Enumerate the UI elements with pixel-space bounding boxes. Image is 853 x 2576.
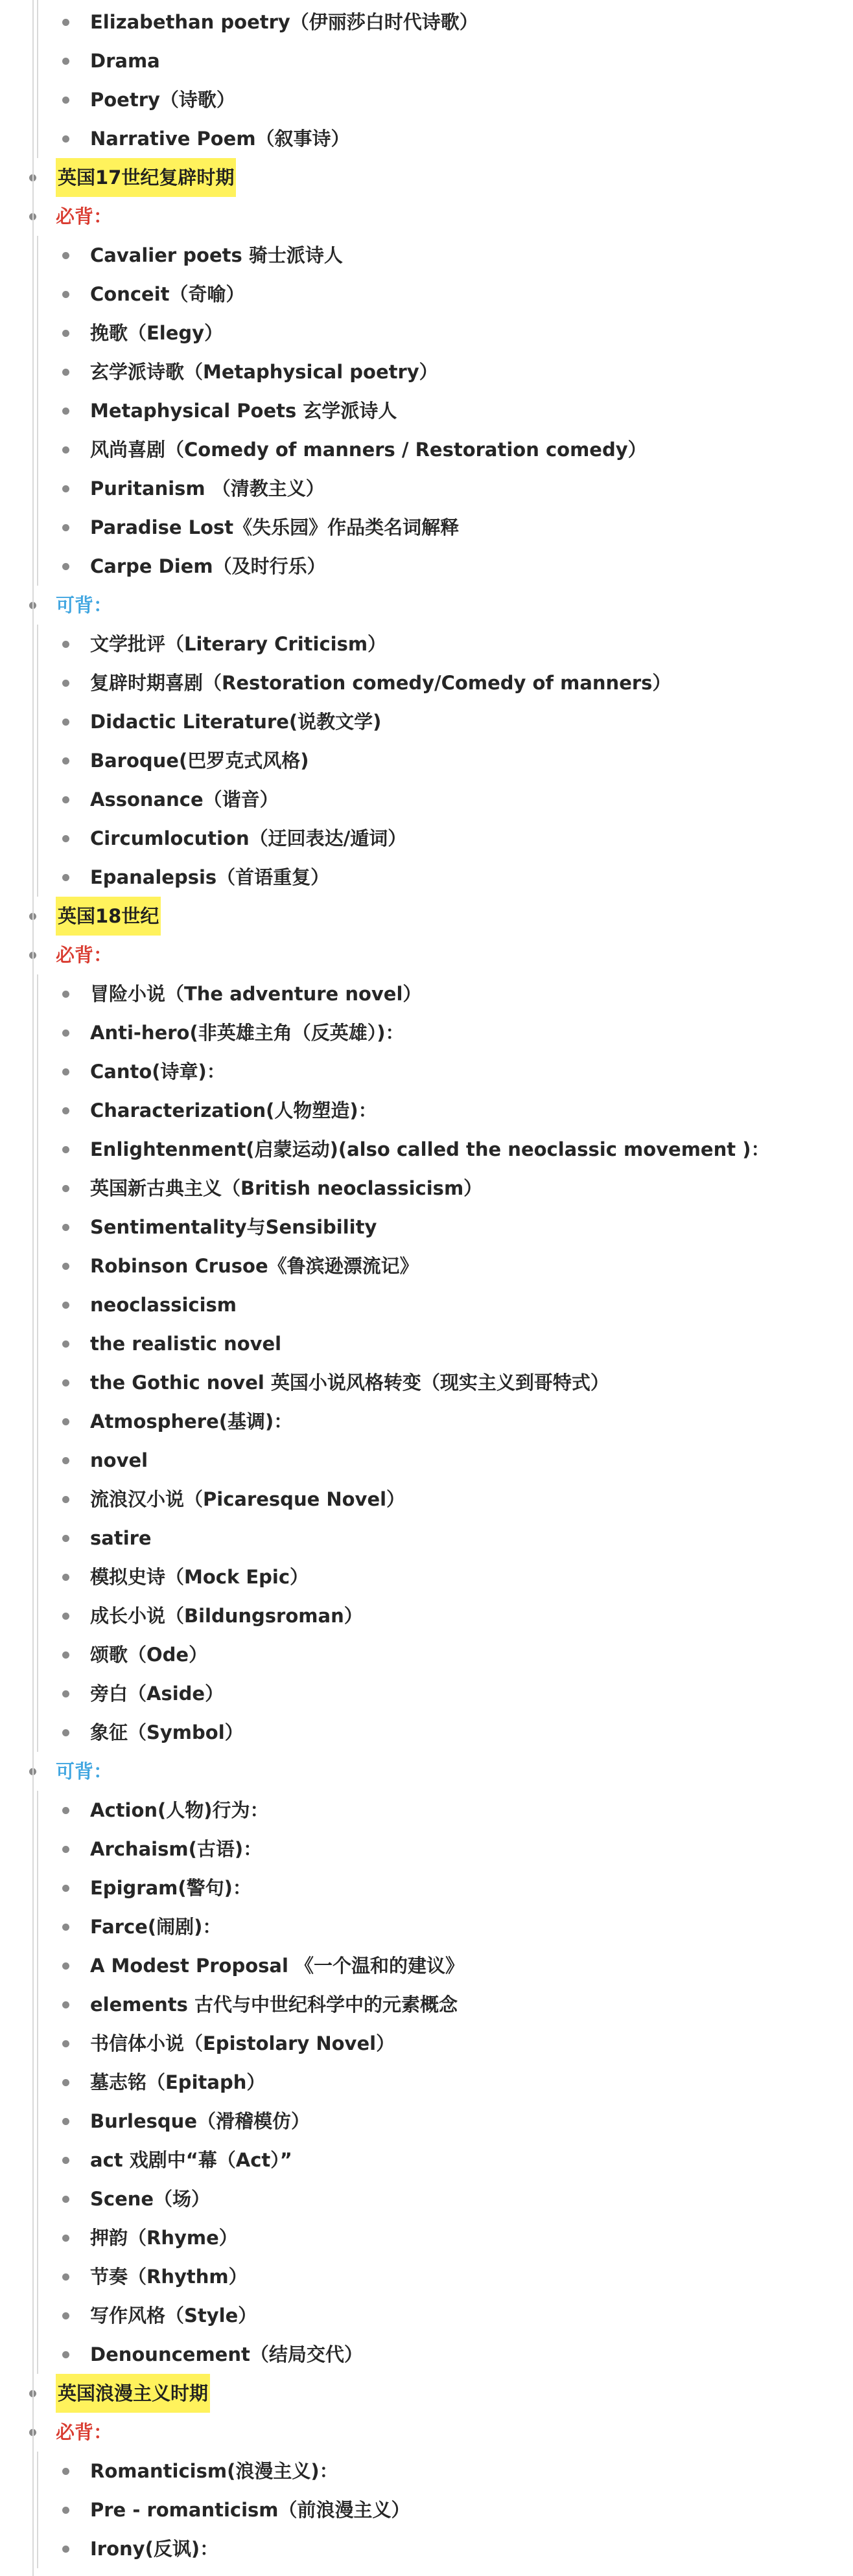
outline-bullet-item <box>0 469 853 508</box>
outline-bullet-item <box>0 1674 853 1713</box>
must-memorize-label <box>0 2413 853 2452</box>
optional-memorize-label <box>0 1752 853 1791</box>
term-text: Puritanism （清教主义） <box>90 477 325 500</box>
term-text: Narrative Poem（叙事诗） <box>90 128 350 150</box>
outline-bullet-item <box>0 2452 853 2490</box>
term-text: 流浪汉小说（Picaresque Novel） <box>90 1488 406 1510</box>
term-text: the realistic novel <box>90 1333 282 1355</box>
outline-bullet-item <box>0 3 853 41</box>
outline-bullet-item <box>0 2102 853 2141</box>
bullet-dot-icon[interactable] <box>62 1418 69 1425</box>
term-text: 成长小说（Bildungsroman） <box>90 1605 363 1627</box>
term-text: A Modest Proposal 《一个温和的建议》 <box>90 1955 464 1977</box>
outline-bullet-item <box>0 1285 853 1324</box>
outline-bullet-item <box>0 2024 853 2063</box>
term-text: Pre - romanticism（前浪漫主义） <box>90 2499 410 2521</box>
section-label-text: 英国17世纪复辟时期 <box>56 158 236 197</box>
term-text: Baroque(巴罗克式风格) <box>90 750 309 772</box>
section-label-text: 必背： <box>56 944 113 966</box>
term-text: Anti-hero(非英雄主角（反英雄）)： <box>90 1022 404 1044</box>
bullet-dot-icon[interactable] <box>62 446 69 454</box>
outline-bullet-item <box>0 1247 853 1285</box>
bullet-dot-icon[interactable] <box>62 1613 69 1620</box>
term-text: Denouncement（结局交代） <box>90 2343 363 2365</box>
bullet-dot-icon[interactable] <box>62 1535 69 1542</box>
term-text: 风尚喜剧（Comedy of manners / Restoration comedy） <box>90 439 647 461</box>
section-label-text: 可背： <box>56 1760 113 1782</box>
bullet-dot-icon[interactable] <box>62 2118 69 2125</box>
term-text: Metaphysical Poets 玄学派诗人 <box>90 400 397 422</box>
term-text: 挽歌（Elegy） <box>90 322 224 344</box>
outline-bullet-item <box>0 974 853 1013</box>
outline-bullet-item <box>0 1635 853 1674</box>
bullet-dot-icon[interactable] <box>62 2507 69 2514</box>
bullet-dot-icon[interactable] <box>62 1263 69 1270</box>
term-text: Action(人物)行为： <box>90 1799 269 1821</box>
outline-bullet-item <box>0 80 853 119</box>
bullet-dot-icon[interactable] <box>62 408 69 415</box>
bullet-dot-icon[interactable] <box>62 524 69 531</box>
term-text: 旁白（Aside） <box>90 1683 224 1705</box>
term-text: Epanalepsis（首语重复） <box>90 866 330 888</box>
term-text: Archaism(古语)： <box>90 1838 263 1860</box>
outline-guide-line <box>32 0 34 2576</box>
term-text: Drama <box>90 50 160 72</box>
outline-bullet-item <box>0 1596 853 1635</box>
term-text: Assonance（谐音） <box>90 788 279 811</box>
term-text: 玄学派诗歌（Metaphysical poetry） <box>90 361 438 383</box>
bullet-dot-icon[interactable] <box>62 2196 69 2203</box>
outline-bullet-item <box>0 625 853 663</box>
outline-bullet-item <box>0 702 853 741</box>
term-text: Elizabethan poetry（伊丽莎白时代诗歌） <box>90 11 478 33</box>
term-text: Cavalier poets 骑士派诗人 <box>90 244 343 266</box>
bullet-dot-icon[interactable] <box>62 680 69 687</box>
bullet-dot-icon[interactable] <box>62 2273 69 2281</box>
outline-bullet-item <box>0 1052 853 1091</box>
bullet-dot-icon[interactable] <box>62 1846 69 1853</box>
bullet-dot-icon[interactable] <box>62 719 69 726</box>
term-text: 书信体小说（Epistolary Novel） <box>90 2032 395 2054</box>
term-text: Irony(反讽)： <box>90 2538 219 2560</box>
outline-bullet-item <box>0 2179 853 2218</box>
bullet-dot-icon[interactable] <box>62 1302 69 1309</box>
bullet-dot-icon[interactable] <box>62 2351 69 2358</box>
outline-bullet-item <box>0 2529 853 2568</box>
nested-guide-line <box>37 625 38 897</box>
outline-bullet-item <box>0 1985 853 2024</box>
term-text: Poetry（诗歌） <box>90 89 235 111</box>
term-text: 冒险小说（The adventure novel） <box>90 983 422 1005</box>
outline-bullet-item <box>0 1324 853 1363</box>
nested-guide-line <box>37 236 38 586</box>
outline-bullet-item <box>0 1558 853 1596</box>
term-text: Farce(闹剧)： <box>90 1916 222 1938</box>
bullet-dot-icon[interactable] <box>62 2235 69 2242</box>
bullet-dot-icon[interactable] <box>62 991 69 998</box>
outline-bullet-item <box>0 2257 853 2296</box>
bullet-dot-icon[interactable] <box>62 1690 69 1697</box>
bullet-dot-icon[interactable] <box>62 2312 69 2319</box>
term-text: 英国新古典主义（British neoclassicism） <box>90 1177 483 1199</box>
outline-bullet-item <box>0 1091 853 1130</box>
outline-bullet-item <box>0 2141 853 2179</box>
outline-bullet-item <box>0 1791 853 1830</box>
outline-bullet-item <box>0 1907 853 1946</box>
bullet-dot-icon[interactable] <box>62 563 69 570</box>
outline-bullet-item <box>0 2490 853 2529</box>
bullet-dot-icon[interactable] <box>62 1457 69 1464</box>
outline-bullet-item <box>0 1519 853 1558</box>
bullet-dot-icon[interactable] <box>62 291 69 298</box>
outline-bullet-item <box>0 119 853 158</box>
bullet-dot-icon[interactable] <box>62 1885 69 1892</box>
bullet-dot-icon[interactable] <box>62 58 69 65</box>
bullet-dot-icon[interactable] <box>62 796 69 803</box>
outline-bullet-item <box>0 1830 853 1869</box>
bullet-dot-icon[interactable] <box>62 2040 69 2047</box>
bullet-dot-icon[interactable] <box>62 1029 69 1037</box>
outline-bullet-item <box>0 1169 853 1208</box>
bullet-dot-icon[interactable] <box>62 1574 69 1581</box>
bullet-dot-icon[interactable] <box>62 1807 69 1814</box>
term-text: Sentimentality与Sensibility <box>90 1216 377 1238</box>
bullet-dot-icon[interactable] <box>62 1651 69 1659</box>
bullet-dot-icon[interactable] <box>62 97 69 104</box>
term-text: 文学批评（Literary Criticism） <box>90 633 387 655</box>
outline-bullet-item <box>0 858 853 897</box>
term-text: Carpe Diem（及时行乐） <box>90 555 326 577</box>
term-text: Atmosphere(基调)： <box>90 1410 293 1432</box>
section-label-text: 英国浪漫主义时期 <box>56 2374 210 2413</box>
term-text: 颂歌（Ode） <box>90 1644 208 1666</box>
bullet-dot-icon[interactable] <box>62 757 69 765</box>
outline-bullet-item <box>0 819 853 858</box>
outline-bullet-item <box>0 1480 853 1519</box>
bullet-dot-icon[interactable] <box>62 835 69 842</box>
outline-bullet-item <box>0 352 853 391</box>
term-text: Paradise Lost《失乐园》作品类名词解释 <box>90 516 460 538</box>
bullet-dot-icon[interactable] <box>62 1962 69 1970</box>
term-text: Characterization(人物塑造)： <box>90 1099 377 1121</box>
term-text: satire <box>90 1527 152 1549</box>
outline-bullet-item <box>0 2218 853 2257</box>
term-text: 墓志铭（Epitaph） <box>90 2071 266 2093</box>
bullet-dot-icon[interactable] <box>62 2468 69 2475</box>
bullet-dot-icon[interactable] <box>62 330 69 337</box>
nested-guide-line <box>37 974 38 1752</box>
section-label-text: 可背： <box>56 594 113 616</box>
bullet-dot-icon[interactable] <box>62 369 69 376</box>
bullet-dot-icon[interactable] <box>62 1068 69 1075</box>
term-text: neoclassicism <box>90 1294 237 1316</box>
bullet-dot-icon[interactable] <box>62 2079 69 2086</box>
nested-guide-line <box>37 2452 38 2568</box>
bullet-dot-icon[interactable] <box>62 1340 69 1348</box>
bullet-dot-icon[interactable] <box>62 2001 69 2008</box>
outline-bullet-item <box>0 41 853 80</box>
bullet-dot-icon[interactable] <box>62 1224 69 1231</box>
section-heading <box>0 2374 853 2413</box>
bullet-dot-icon[interactable] <box>62 874 69 881</box>
optional-memorize-label <box>0 586 853 625</box>
section-label-text: 英国18世纪 <box>56 897 161 936</box>
term-text: novel <box>90 1449 148 1471</box>
bullet-dot-icon[interactable] <box>62 2157 69 2164</box>
outline-bullet-item <box>0 430 853 469</box>
nested-guide-line <box>37 1791 38 2374</box>
section-label-text: 必背： <box>56 2421 113 2443</box>
outline-bullet-item <box>0 1363 853 1402</box>
bullet-dot-icon[interactable] <box>62 19 69 26</box>
term-text: elements 古代与中世纪科学中的元素概念 <box>90 1994 458 2016</box>
section-label-text: 必背： <box>56 205 113 227</box>
term-text: Canto(诗章)： <box>90 1061 226 1083</box>
term-text: Robinson Crusoe《鲁滨逊漂流记》 <box>90 1255 419 1277</box>
bullet-dot-icon[interactable] <box>62 485 69 492</box>
term-text: Conceit（奇喻） <box>90 283 245 305</box>
section-heading <box>0 897 853 936</box>
outline-bullet-item <box>0 1013 853 1052</box>
term-text: 押韵（Rhyme） <box>90 2227 238 2249</box>
bullet-dot-icon[interactable] <box>62 1924 69 1931</box>
must-memorize-label <box>0 936 853 974</box>
outline-bullet-item <box>0 2296 853 2335</box>
bullet-dot-icon[interactable] <box>62 1379 69 1386</box>
term-text: Didactic Literature(说教文学) <box>90 711 382 733</box>
bullet-dot-icon[interactable] <box>62 1185 69 1192</box>
term-text: 节奏（Rhythm） <box>90 2266 248 2288</box>
term-text: act 戏剧中“幕（Act）” <box>90 2149 292 2171</box>
bullet-dot-icon[interactable] <box>62 1107 69 1114</box>
outline-bullet-item <box>0 780 853 819</box>
outline-bullet-item <box>0 275 853 314</box>
outline-bullet-item <box>0 663 853 702</box>
term-text: the Gothic novel 英国小说风格转变（现实主义到哥特式） <box>90 1372 609 1394</box>
term-text: Burlesque（滑稽模仿） <box>90 2110 310 2132</box>
term-text: 模拟史诗（Mock Epic） <box>90 1566 309 1588</box>
outline-bullet-item <box>0 236 853 275</box>
outline-bullet-item <box>0 1208 853 1247</box>
outline-bullet-item <box>0 1130 853 1169</box>
term-text: 写作风格（Style） <box>90 2305 257 2327</box>
outline-bullet-item <box>0 547 853 586</box>
bullet-dot-icon[interactable] <box>62 1496 69 1503</box>
outline-bullet-item <box>0 1441 853 1480</box>
outline-bullet-item <box>0 2063 853 2102</box>
outline-bullet-item <box>0 741 853 780</box>
outline-bullet-item <box>0 508 853 547</box>
term-text: Romanticism(浪漫主义)： <box>90 2460 338 2482</box>
nested-guide-line <box>37 0 38 158</box>
outline-bullet-item <box>0 1713 853 1752</box>
term-text: Enlightenment(启蒙运动)(also called the neoclassic movement )： <box>90 1138 770 1160</box>
term-text: 象征（Symbol） <box>90 1721 244 1743</box>
bullet-dot-icon[interactable] <box>62 2546 69 2553</box>
section-heading <box>0 158 853 197</box>
bullet-dot-icon[interactable] <box>62 1146 69 1153</box>
bullet-dot-icon[interactable] <box>62 641 69 648</box>
outline-bullet-item <box>0 1869 853 1907</box>
must-memorize-label <box>0 197 853 236</box>
term-text: Scene（场） <box>90 2188 211 2210</box>
term-text: Circumlocution（迂回表达/遁词） <box>90 827 407 849</box>
outline-bullet-item <box>0 391 853 430</box>
outline-bullet-item <box>0 314 853 352</box>
bullet-dot-icon[interactable] <box>62 252 69 259</box>
outline-bullet-item <box>0 1402 853 1441</box>
term-text: 复辟时期喜剧（Restoration comedy/Comedy of manners） <box>90 672 672 694</box>
term-text: Epigram(警句)： <box>90 1877 251 1899</box>
bullet-dot-icon[interactable] <box>62 135 69 143</box>
bullet-dot-icon[interactable] <box>62 1729 69 1736</box>
outline-bullet-item <box>0 1946 853 1985</box>
outline-bullet-item <box>0 2335 853 2374</box>
